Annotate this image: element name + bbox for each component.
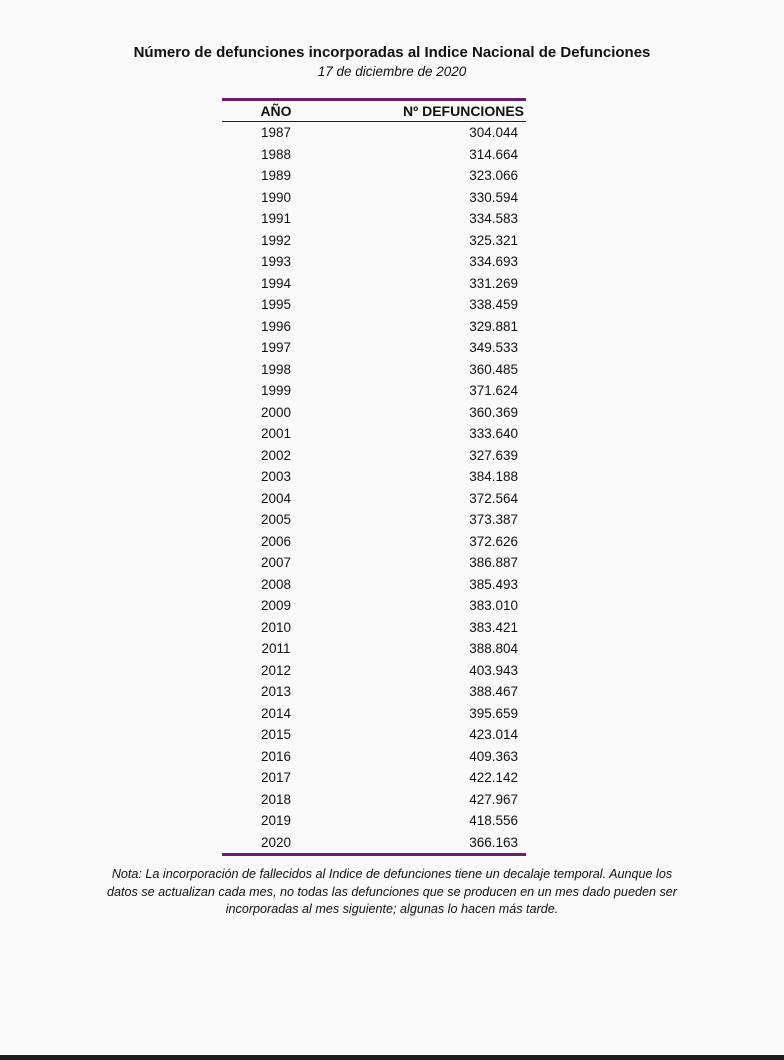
page-title: Número de defunciones incorporadas al Indice Nacional de Defunciones <box>133 44 651 61</box>
cell-year: 1998 <box>260 361 292 377</box>
cell-deaths: 383.010 <box>469 598 518 614</box>
table-row <box>222 251 526 273</box>
cell-year: 1989 <box>260 168 292 184</box>
cell-deaths: 388.467 <box>469 684 518 700</box>
footnote-line: datos se actualizan cada mes, no todas las defunciones que se producen en un mes dado pueden ser <box>107 884 677 899</box>
cell-year: 2002 <box>260 447 292 463</box>
table-row <box>222 660 526 682</box>
cell-year: 1992 <box>260 232 292 248</box>
cell-deaths: 422.142 <box>469 770 518 786</box>
cell-deaths: 360.369 <box>469 404 518 420</box>
table-row <box>222 767 526 789</box>
cell-deaths: 366.163 <box>469 834 518 850</box>
table-row <box>222 574 526 596</box>
cell-deaths: 334.583 <box>469 211 518 227</box>
cell-deaths: 329.881 <box>469 318 518 334</box>
cell-deaths: 314.664 <box>469 146 518 162</box>
cell-year: 2012 <box>260 662 292 678</box>
cell-year: 1987 <box>260 125 292 141</box>
cell-year: 2015 <box>260 727 292 743</box>
bottom-edge-bar <box>0 1055 784 1060</box>
cell-deaths: 386.887 <box>469 555 518 571</box>
cell-year: 1994 <box>260 275 292 291</box>
cell-deaths: 325.321 <box>469 232 518 248</box>
table-row <box>222 552 526 574</box>
table-row <box>222 595 526 617</box>
cell-year: 2000 <box>260 404 292 420</box>
cell-deaths: 327.639 <box>469 447 518 463</box>
cell-deaths: 418.556 <box>469 813 518 829</box>
cell-deaths: 323.066 <box>469 168 518 184</box>
table-row <box>222 509 526 531</box>
table-row <box>222 187 526 209</box>
table-row <box>222 294 526 316</box>
cell-year: 2010 <box>260 619 292 635</box>
table-row <box>222 423 526 445</box>
page-subtitle: 17 de diciembre de 2020 <box>317 64 467 79</box>
cell-year: 2005 <box>260 512 292 528</box>
cell-year: 2007 <box>260 555 292 571</box>
header-deaths: Nº DEFUNCIONES <box>402 103 524 119</box>
cell-year: 2013 <box>260 684 292 700</box>
cell-deaths: 331.269 <box>469 275 518 291</box>
cell-deaths: 403.943 <box>469 662 518 678</box>
cell-year: 1990 <box>260 189 292 205</box>
table-header <box>222 101 526 122</box>
table-row <box>222 832 526 854</box>
table-row <box>222 273 526 295</box>
table-row <box>222 337 526 359</box>
cell-year: 1995 <box>260 297 292 313</box>
cell-year: 2018 <box>260 791 292 807</box>
cell-deaths: 395.659 <box>469 705 518 721</box>
cell-deaths: 427.967 <box>469 791 518 807</box>
cell-deaths: 373.387 <box>469 512 518 528</box>
cell-year: 1999 <box>260 383 292 399</box>
table-row <box>222 380 526 402</box>
cell-deaths: 423.014 <box>469 727 518 743</box>
table-row <box>222 144 526 166</box>
cell-deaths: 349.533 <box>469 340 518 356</box>
cell-year: 2008 <box>260 576 292 592</box>
cell-deaths: 330.594 <box>469 189 518 205</box>
table-row <box>222 445 526 467</box>
cell-year: 2009 <box>260 598 292 614</box>
cell-year: 2011 <box>261 641 291 657</box>
cell-deaths: 304.044 <box>469 125 518 141</box>
cell-year: 1991 <box>260 211 292 227</box>
table-row <box>222 466 526 488</box>
table-row <box>222 531 526 553</box>
cell-year: 2004 <box>260 490 292 506</box>
table-row <box>222 746 526 768</box>
footnote-line: incorporadas al mes siguiente; algunas lo hacen más tarde. <box>225 902 559 916</box>
table-row <box>222 402 526 424</box>
cell-year: 1996 <box>260 318 292 334</box>
deaths-table <box>222 98 526 856</box>
table-row <box>222 638 526 660</box>
table-row <box>222 316 526 338</box>
table-row <box>222 359 526 381</box>
table-row <box>222 617 526 639</box>
table-row <box>222 681 526 703</box>
cell-year: 1997 <box>260 340 292 356</box>
cell-year: 2003 <box>260 469 292 485</box>
cell-year: 1988 <box>260 146 292 162</box>
table-row <box>222 122 526 144</box>
cell-deaths: 409.363 <box>469 748 518 764</box>
table-row <box>222 230 526 252</box>
cell-deaths: 372.626 <box>469 533 518 549</box>
cell-year: 2020 <box>260 834 292 850</box>
cell-deaths: 383.421 <box>469 619 518 635</box>
cell-deaths: 385.493 <box>469 576 518 592</box>
footnote <box>70 866 714 919</box>
cell-deaths: 333.640 <box>469 426 518 442</box>
table-row <box>222 488 526 510</box>
cell-deaths: 384.188 <box>469 469 518 485</box>
cell-year: 2019 <box>260 813 292 829</box>
table-bottom-rule <box>222 853 526 856</box>
cell-deaths: 372.564 <box>469 490 518 506</box>
table-row <box>222 810 526 832</box>
cell-year: 2001 <box>260 426 292 442</box>
table-row <box>222 703 526 725</box>
cell-year: 2014 <box>260 705 292 721</box>
cell-year: 2016 <box>260 748 292 764</box>
table-row <box>222 789 526 811</box>
cell-year: 1993 <box>260 254 292 270</box>
footnote-line: Nota: La incorporación de fallecidos al Indice de defunciones tiene un decalaje temporal. Aunque los <box>111 867 673 881</box>
cell-deaths: 388.804 <box>469 641 518 657</box>
cell-deaths: 334.693 <box>469 254 518 270</box>
cell-year: 2006 <box>260 533 292 549</box>
table-body <box>222 122 526 853</box>
header-year: AÑO <box>260 103 292 119</box>
cell-deaths: 338.459 <box>469 297 518 313</box>
cell-year: 2017 <box>260 770 292 786</box>
cell-deaths: 371.624 <box>469 383 518 399</box>
table-row <box>222 208 526 230</box>
cell-deaths: 360.485 <box>469 361 518 377</box>
table-row <box>222 724 526 746</box>
table-row <box>222 165 526 187</box>
